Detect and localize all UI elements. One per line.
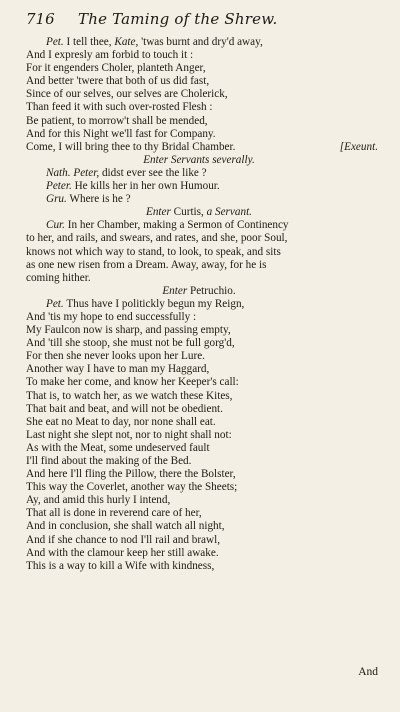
speaker-name: Pet.	[46, 297, 64, 310]
speech-line: Peter. He kills her in her own Humour.	[46, 180, 220, 193]
verse-line: And 'till she stoop, she must not be full gorg'd,	[26, 337, 235, 350]
verse-line: I'll find about the making of the Bed.	[26, 455, 192, 467]
verse-line: This way the Coverlet, another way the Sheets;	[26, 481, 238, 494]
verse-line: That is, to watch her, as we watch these Kites,	[26, 389, 233, 402]
verse-line: My Faulcon now is sharp, and passing empty,	[26, 324, 231, 337]
verse-line: This is a way to kill a Wife with kindness,	[26, 559, 215, 572]
prose-line: as one new risen from a Dream. Away, away, for he is	[26, 258, 267, 271]
page-header	[20, 10, 378, 36]
prose-line: to her, and rails, and swears, and rates, and she, poor Soul,	[26, 232, 288, 245]
speech-line: Pet. Thus have I politickly begun my Reign,	[46, 297, 245, 310]
verse-line: And better 'twere that both of us did fast,	[26, 75, 210, 88]
stage-direction: Enter Curtis, a Servant.	[146, 206, 252, 219]
character-name: Kate,	[114, 36, 139, 48]
speech-line: Pet. I tell thee, Kate, 'twas burnt and dry'd away,	[46, 36, 263, 48]
verse-line: For it engenders Choler, planteth Anger,	[26, 62, 206, 75]
verse-line: Since of our selves, our selves are Cholerick,	[26, 88, 228, 101]
page-number: 716	[26, 10, 55, 28]
verse-line: That all is done in reverend care of her,	[26, 507, 202, 520]
verse-line: And with the clamour keep her still awake.	[26, 546, 219, 559]
verse-line: To make her come, and know her Keeper's call:	[26, 376, 239, 389]
verse-line: Be patient, to morrow't shall be mended,	[26, 114, 208, 127]
running-title: The Taming of the Shrew.	[78, 10, 278, 28]
verse-line: And in conclusion, she shall watch all night,	[26, 520, 225, 533]
stage-direction-exeunt: [Exeunt.	[339, 140, 378, 153]
verse-line: Come, I will bring thee to thy Bridal Chamber. [Exeunt.	[26, 140, 378, 153]
speech-line: Gru. Where is he ?	[46, 193, 131, 206]
verse-line: And for this Night we'll fast for Company.	[26, 127, 216, 140]
speaker-name: Cur.	[46, 219, 65, 232]
prose-line: Cur. In her Chamber, making a Sermon of Continency	[46, 219, 289, 232]
verse-line: For then she never looks upon her Lure.	[26, 350, 205, 363]
verse-line: And if she chance to nod I'll rail and brawl,	[26, 533, 221, 546]
speaker-name: Pet.	[46, 36, 64, 48]
verse-line: Last night she slept not, nor to night shall not:	[26, 428, 232, 441]
speaker-name: Gru.	[46, 193, 67, 206]
verse-line: She eat no Meat to day, nor none shall eat.	[26, 415, 216, 428]
verse-line: And here I'll fling the Pillow, there the Bolster,	[26, 468, 236, 481]
catchword: And	[358, 666, 378, 678]
speaker-name: Nath.	[46, 166, 71, 179]
play-text	[20, 36, 378, 573]
character-name: Peter,	[73, 166, 100, 179]
verse-line: Another way I have to man my Haggard,	[26, 363, 210, 376]
stage-direction: Enter Servants severally.	[143, 153, 255, 166]
speech-line: Nath. Peter, didst ever see the like ?	[46, 166, 207, 179]
verse-line: As with the Meat, some undeserved fault	[26, 441, 210, 454]
verse-line: And I expresly am forbid to touch it :	[26, 49, 194, 62]
speaker-name: Peter.	[46, 180, 72, 193]
verse-line: And 'tis my hope to end successfully :	[26, 310, 197, 323]
verse-line: Than feed it with such over-rosted Flesh :	[26, 101, 213, 114]
stage-direction: Enter Petruchio.	[162, 284, 236, 297]
prose-line: knows not which way to stand, to look, to speak, and sits	[26, 245, 281, 258]
prose-line: coming hither.	[26, 271, 91, 284]
verse-line: Ay, and amid this hurly I intend,	[26, 494, 171, 507]
verse-line: That bait and beat, and will not be obedient.	[26, 402, 223, 415]
